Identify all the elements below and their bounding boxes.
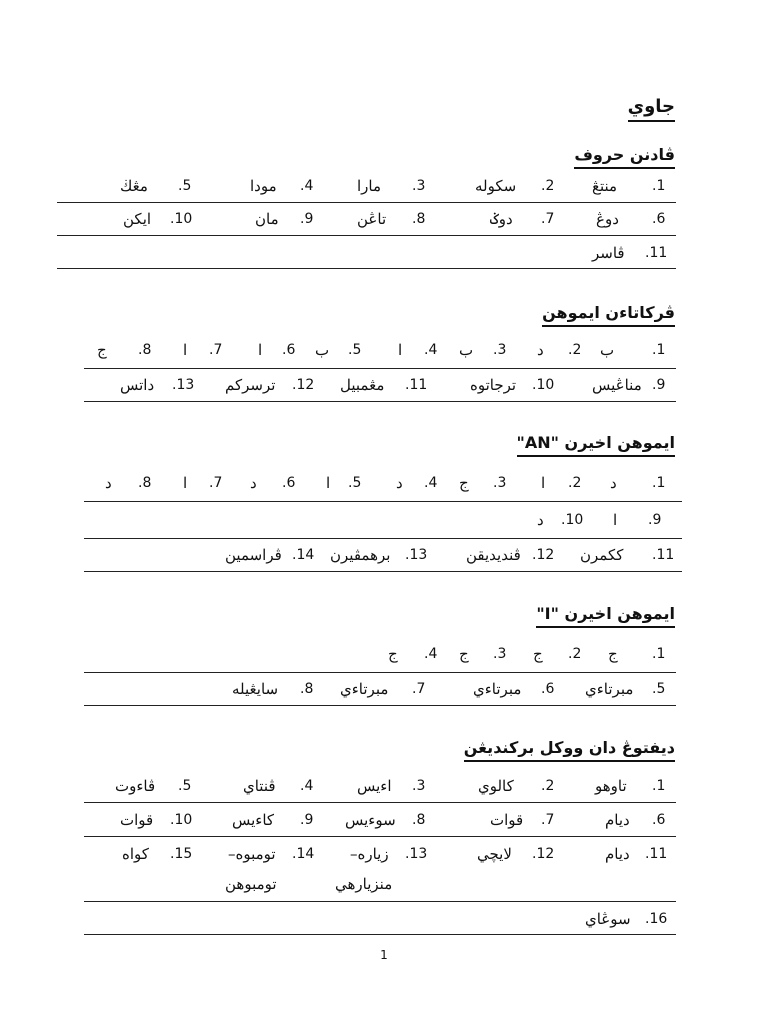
item-number: .11 [652,547,675,563]
item-number: .3 [493,646,507,662]
item-word: قوات [120,811,154,829]
item-word: ترسرکم [225,376,276,394]
item-number: .8 [138,342,152,358]
item-number: .2 [541,778,555,794]
item-number: .5 [652,681,666,697]
item-word: ترجاتوه [470,376,517,394]
item-number: .3 [412,778,426,794]
item-word: داتس [120,376,155,394]
s1-row-3 [0,237,768,269]
item-number: .6 [282,342,296,358]
s1-row-1 [0,170,768,202]
item-number: .9 [648,512,662,528]
s2-row-2 [0,369,768,401]
section-5-title: ديفتوڠ دان ووکل برکنديڠن [464,738,675,762]
item-word: ا [183,341,188,359]
item-word: ج [533,645,543,663]
item-word: زياره– [350,845,389,863]
item-word: د [537,341,544,359]
s3-row-3 [0,539,768,571]
item-number: .2 [568,475,582,491]
item-number: .2 [568,646,582,662]
item-word: ڤاسر [592,244,625,262]
item-number: .9 [652,377,666,393]
s1-row-2 [0,203,768,235]
item-word: دوݢ [490,210,513,228]
item-word: ب [315,341,330,359]
item-word: مبرتاءي [585,680,634,698]
s4-row-2 [0,673,768,705]
item-number: .4 [424,342,438,358]
item-number: .14 [292,846,315,862]
item-number: .11 [645,846,668,862]
s2-row-1 [0,334,768,366]
item-word: ب [600,341,615,359]
item-word: تومبوه– [228,845,276,863]
item-number: .12 [532,846,555,862]
item-word: ديام [605,811,630,829]
item-word: برهمڤيرن [330,546,391,564]
item-word: مڠڬ [120,177,148,195]
divider [84,901,676,902]
item-word: تومبوهن [225,875,277,893]
item-word: د [250,474,257,492]
item-number: .11 [645,245,668,261]
item-word: قوات [490,811,524,829]
s5-row-4 [0,903,768,935]
item-word: منزيارهي [335,875,393,893]
page-title: جاوي [628,96,675,122]
item-word: تاوهو [595,777,627,795]
item-number: .13 [405,846,428,862]
item-number: .7 [209,342,223,358]
item-number: .11 [405,377,428,393]
item-word: ايکن [123,210,152,228]
s3-row-2 [0,504,768,536]
item-number: .8 [412,211,426,227]
item-number: .13 [172,377,195,393]
item-word: کواه [122,845,149,863]
item-word: اءيس [357,777,392,795]
item-number: .4 [300,178,314,194]
item-number: .3 [412,178,426,194]
item-number: .6 [282,475,296,491]
item-word: ا [541,474,546,492]
item-number: .5 [178,778,192,794]
item-number: .5 [348,475,362,491]
item-number: .7 [541,211,555,227]
s3-row-1 [0,467,768,499]
item-number: .10 [170,211,193,227]
section-3-title: ايموهن اخيرن "AN" [517,433,676,457]
divider [57,268,676,269]
divider [84,705,676,706]
item-number: .8 [138,475,152,491]
item-word: سوءيس [345,811,396,829]
item-number: .5 [348,342,362,358]
item-number: .4 [424,646,438,662]
item-word: د [396,474,403,492]
item-word: سايڠيله [232,680,279,698]
item-number: .15 [170,846,193,862]
item-word: ا [398,341,403,359]
divider [84,571,682,572]
section-4-title: ايموهن اخيرن "I" [536,604,675,628]
item-number: .8 [412,812,426,828]
item-number: .2 [541,178,555,194]
item-word: ڤنديديقن [466,546,521,564]
item-word: دوڠ [596,210,619,228]
item-number: .10 [532,377,555,393]
item-number: .6 [652,812,666,828]
item-word: ب [459,341,474,359]
item-number: .1 [652,646,666,662]
item-word: مبرتاءي [473,680,522,698]
item-word: ج [97,341,107,359]
item-word: ڤاءوت [115,777,156,795]
item-word: ا [258,341,263,359]
item-number: .9 [300,812,314,828]
s5-row-2 [0,804,768,836]
item-word: مارا [357,177,382,195]
s5-row-1 [0,770,768,802]
s4-row-1 [0,638,768,670]
item-number: .13 [405,547,428,563]
item-number: .2 [568,342,582,358]
item-number: .6 [652,211,666,227]
item-number: .6 [541,681,555,697]
item-word: ج [608,645,618,663]
item-word: تاڠن [357,210,387,228]
item-word: منتڠ [592,177,618,195]
item-word: ج [459,474,469,492]
item-word: ڤنتاي [243,777,276,795]
item-number: .4 [300,778,314,794]
divider [84,802,676,803]
item-number: .14 [292,547,315,563]
s5-row-3-continuation [0,868,768,900]
item-number: .7 [541,812,555,828]
item-word: ج [459,645,469,663]
item-word: مودا [250,177,277,195]
item-number: .5 [178,178,192,194]
item-word: د [105,474,112,492]
item-number: .7 [412,681,426,697]
item-word: د [610,474,617,492]
item-word: مناڠيس [592,376,642,394]
item-number: .10 [561,512,584,528]
item-word: سوڠاي [585,910,631,928]
divider [84,368,676,369]
item-number: .1 [652,342,666,358]
item-word: ديام [605,845,630,863]
item-word: مان [255,210,279,228]
item-number: .10 [170,812,193,828]
divider [84,836,676,837]
divider [84,501,682,502]
item-word: ا [326,474,331,492]
divider [84,401,676,402]
item-word: کالوي [478,777,514,795]
item-number: .3 [493,342,507,358]
page-number: 1 [380,948,388,962]
item-number: .16 [645,911,668,927]
item-number: .1 [652,475,666,491]
item-word: ڤراسمين [225,546,282,564]
item-number: .1 [652,178,666,194]
item-word: ج [388,645,398,663]
item-word: لايچي [477,845,512,863]
item-number: .12 [532,547,555,563]
item-number: .1 [652,778,666,794]
item-word: سکوله [475,177,517,195]
item-number: .9 [300,211,314,227]
divider [84,934,676,935]
item-word: کاءيس [232,811,275,829]
section-1-title: ڤادنن حروف [574,145,675,169]
item-word: ا [613,511,618,529]
item-number: .3 [493,475,507,491]
item-word: ا [183,474,188,492]
divider [57,235,676,236]
item-word: ککمرن [580,546,624,564]
item-number: .12 [292,377,315,393]
item-word: د [537,511,544,529]
item-word: مڠمبيل [340,376,385,394]
item-number: .7 [209,475,223,491]
s5-row-3 [0,838,768,870]
item-number: .4 [424,475,438,491]
item-number: .8 [300,681,314,697]
section-2-title: ڤرکاتاءن ايموهن [542,303,675,327]
item-word: مبرتاءي [340,680,389,698]
